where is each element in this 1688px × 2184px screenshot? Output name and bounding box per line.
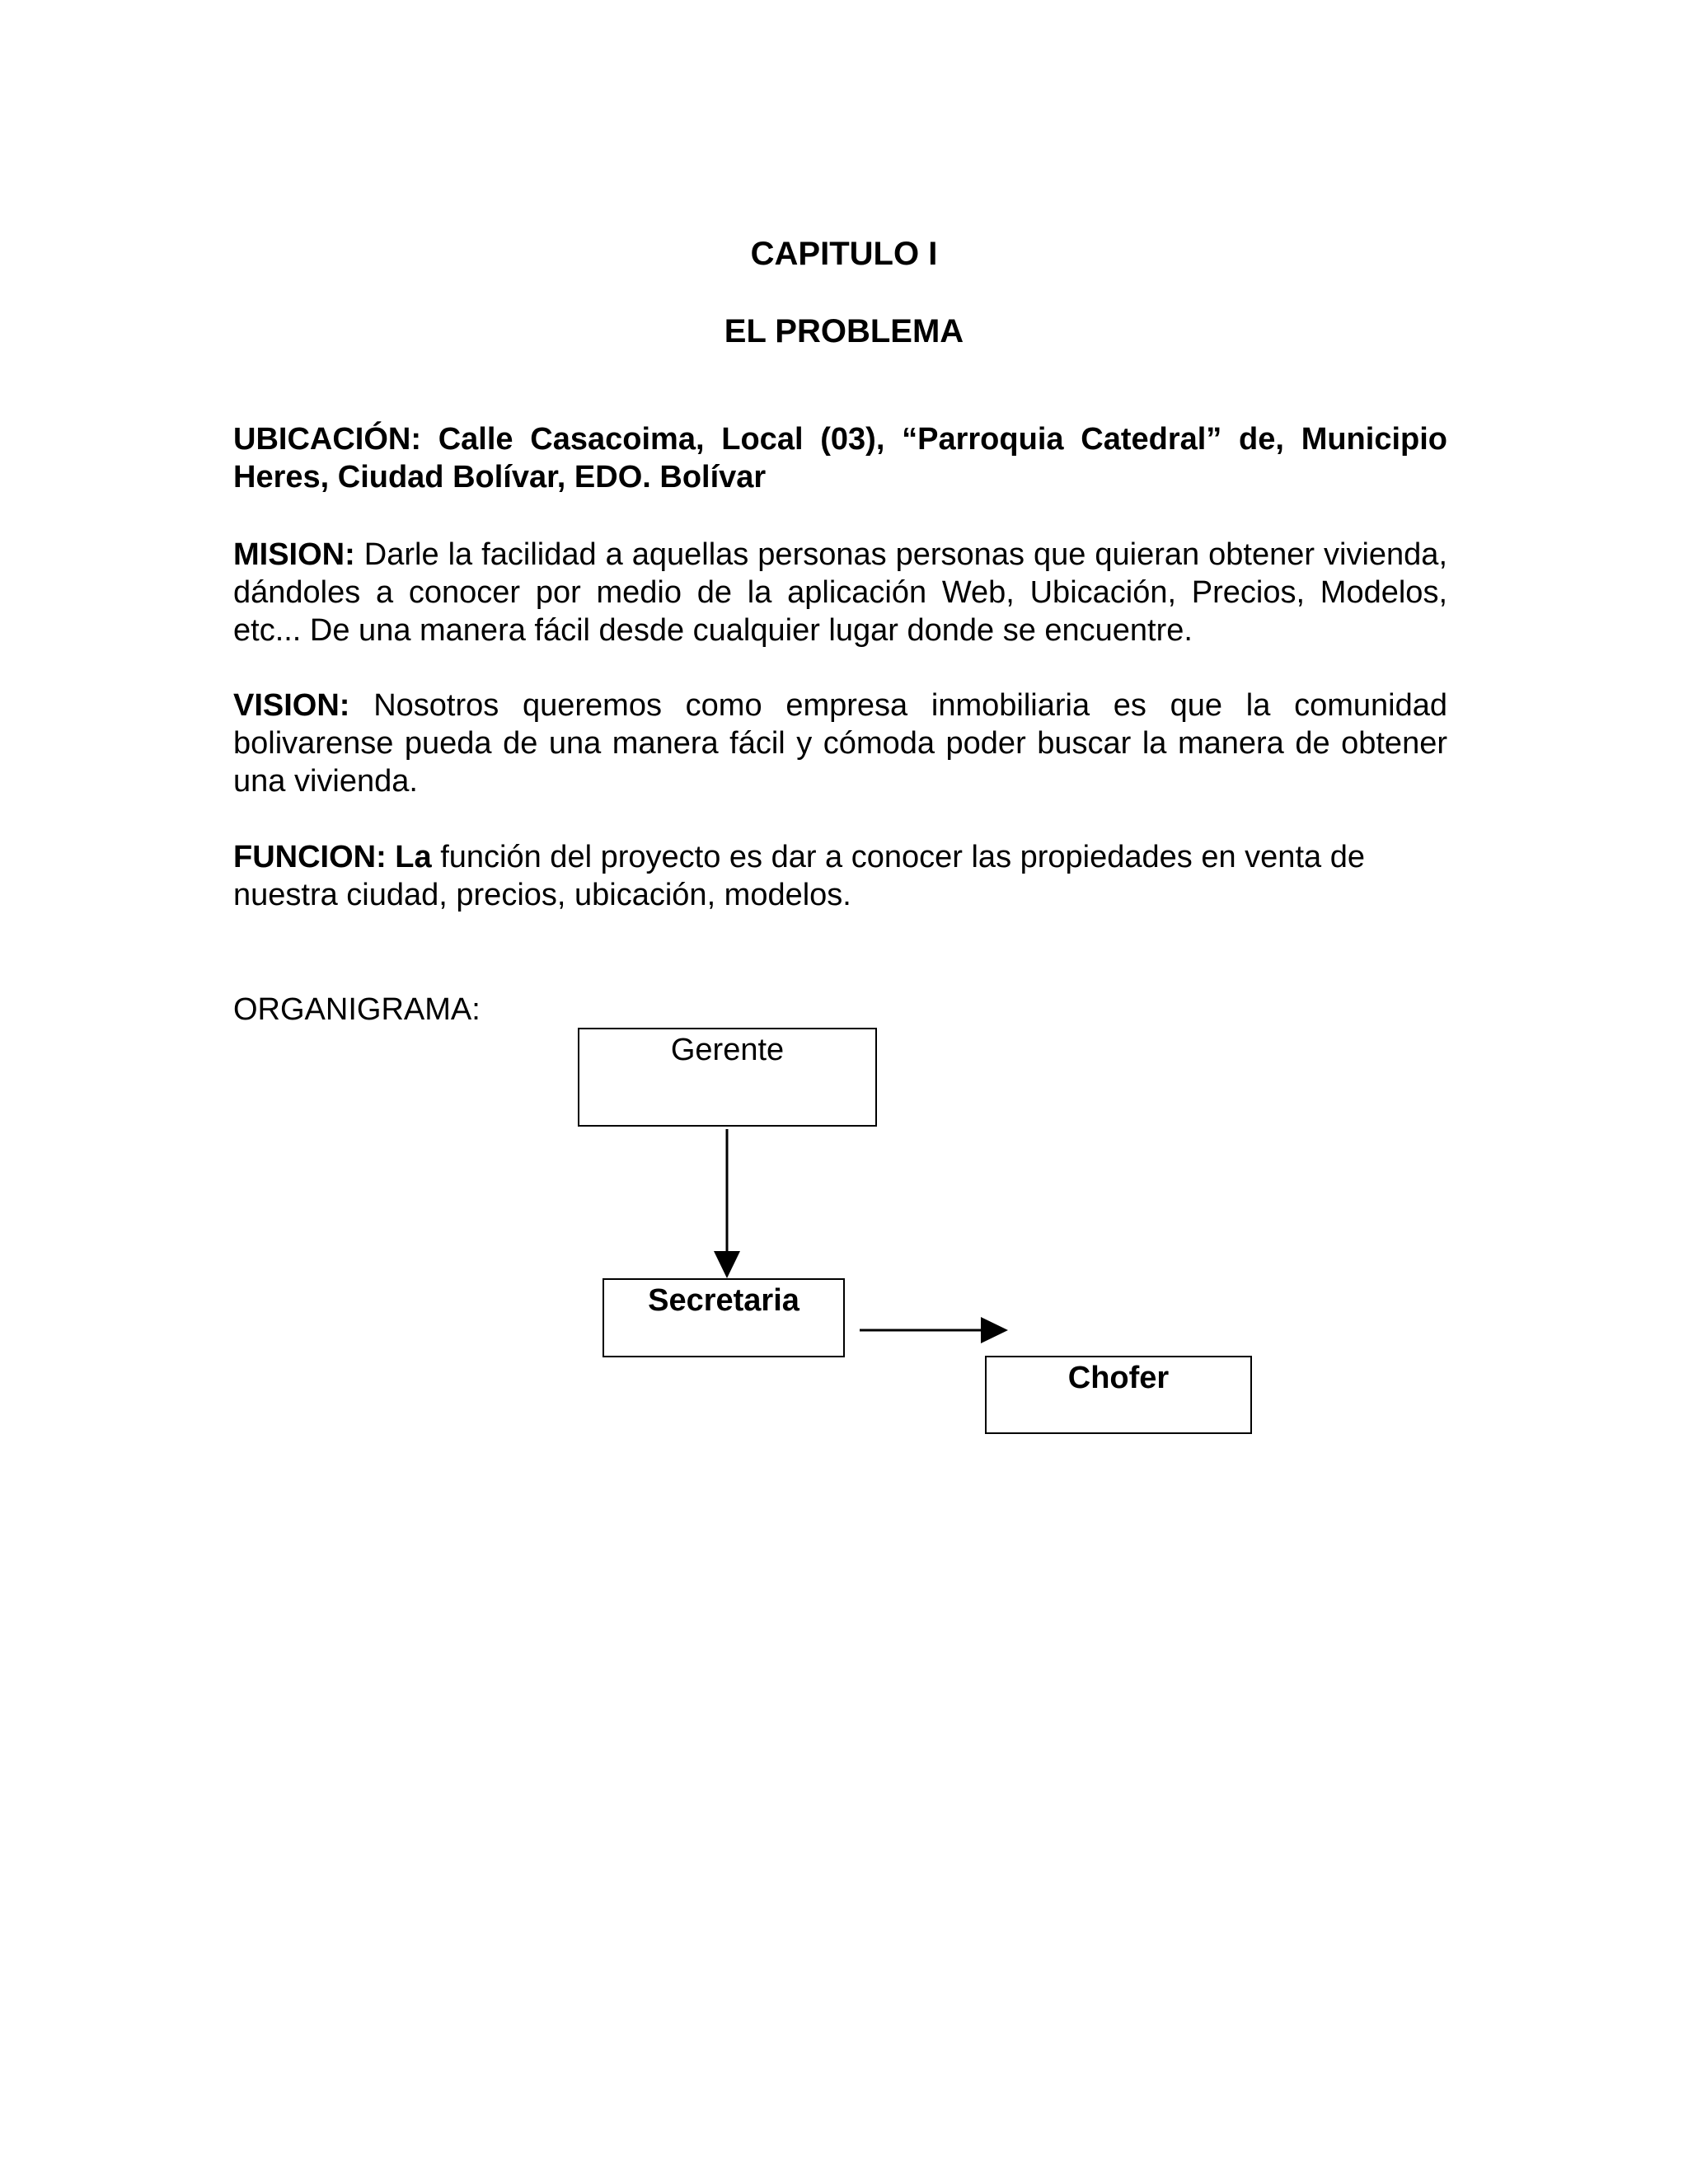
arrow-gerente-to-secretaria [714,1129,740,1278]
org-node-chofer-label: Chofer [1067,1361,1170,1395]
organigrama-label: ORGANIGRAMA: [233,992,481,1027]
ubicacion-label: UBICACIÓN: [233,422,421,457]
vision-label: VISION: [233,688,350,723]
org-node-secretaria [603,1278,845,1357]
funcion-paragraph [233,838,1447,914]
arrowhead-down-icon [714,1251,740,1278]
vision-paragraph [233,687,1447,800]
funcion-label: FUNCION: La [233,840,432,874]
org-node-secretaria-label: Secretaria [648,1283,799,1318]
arrow-secretaria-to-chofer [860,1317,1008,1343]
ubicacion-paragraph [233,420,1447,496]
ubicacion-text: Calle Casacoima, Local (03), “Parroquia Catedral” de, Municipio Heres, Ciudad Bolívar, EDO. Bolívar [233,422,1447,494]
chapter-title: CAPITULO I [750,236,938,272]
arrowhead-right-icon [981,1317,1008,1343]
mision-text: Darle la facilidad a aquellas personas personas que quieran obtener vivienda, dándoles a conocer por medio de la aplicación Web, Ubicación, Precios, Modelos, etc... De una manera fácil desde cualquier lugar donde se encuentre. [233,537,1447,648]
org-node-gerente-label: Gerente [670,1033,785,1067]
mision-paragraph [233,536,1447,649]
mision-label: MISION: [233,537,355,572]
funcion-text: función del proyecto es dar a conocer las propiedades en venta de nuestra ciudad, precios, ubicación, modelos. [233,840,1365,912]
org-node-gerente [578,1028,877,1127]
vision-text: Nosotros queremos como empresa inmobiliaria es que la comunidad bolivarense pueda de una manera fácil y cómoda poder buscar la manera de obtener una vivienda. [233,688,1447,799]
section-title: EL PROBLEMA [724,313,964,349]
org-node-chofer [985,1356,1252,1434]
